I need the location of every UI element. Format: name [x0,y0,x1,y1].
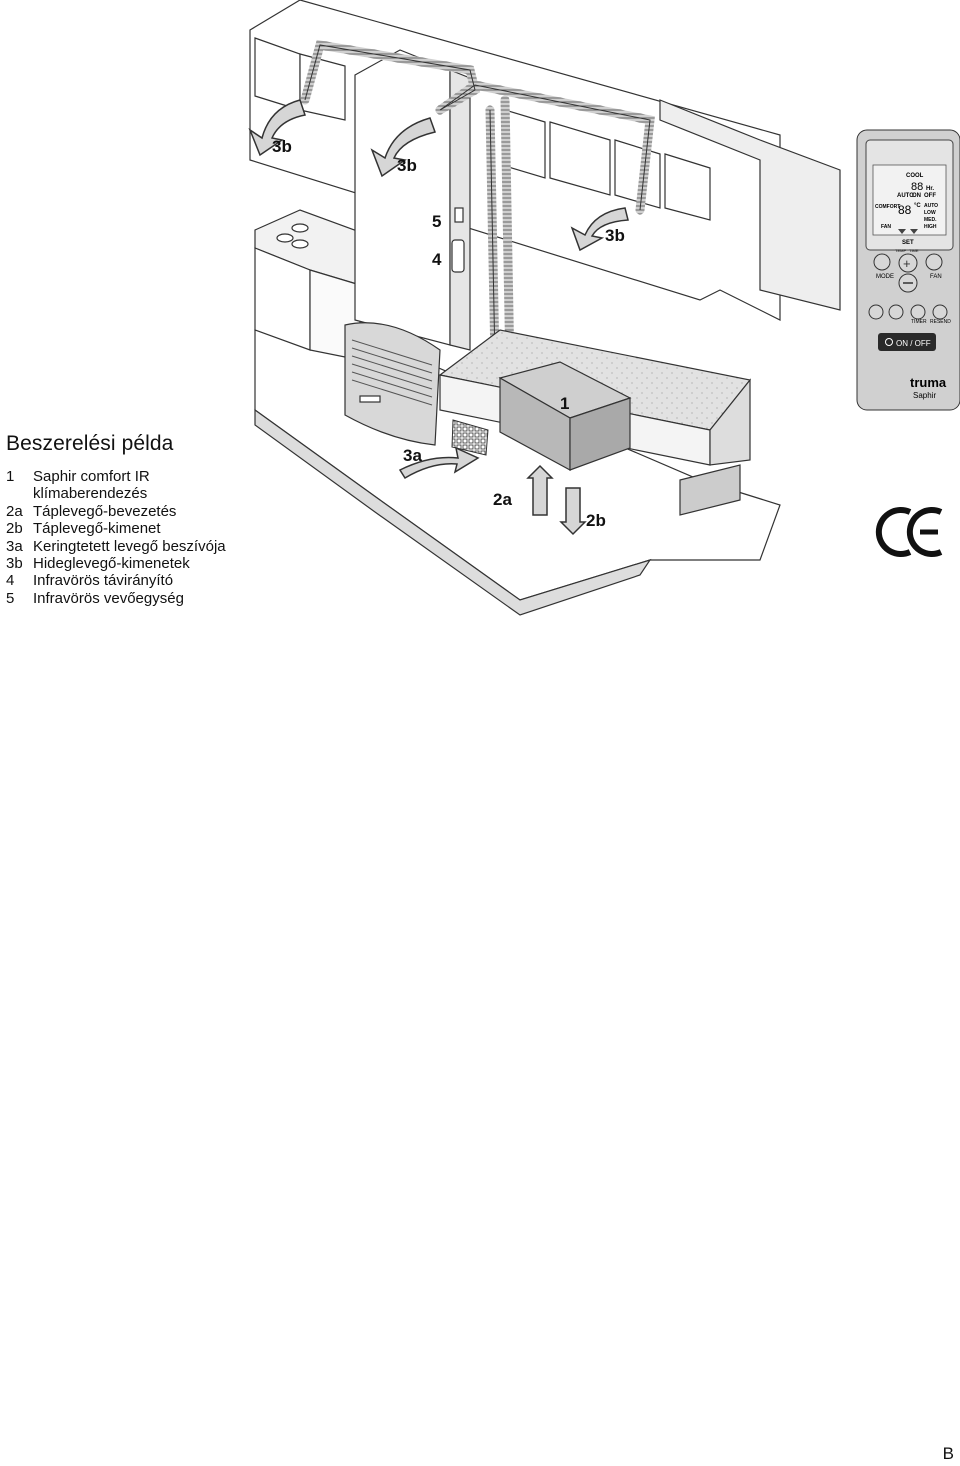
remote-fan-low: LOW [924,210,936,216]
callout-3b-3: 3b [605,226,625,245]
legend-item [6,572,256,589]
legend-number: 1 [6,468,15,485]
page-letter: B [942,1444,954,1463]
tall-cabinet [355,50,470,350]
remote-off: OFF [924,193,936,199]
legend-text: Táplevegő-kimenet [33,520,161,538]
remote-fan-auto: AUTO [924,203,939,209]
remote-hr: Hr. [926,186,935,192]
legend-number: 2a [6,502,23,520]
legend-number: 3a [6,537,23,555]
callout-2b: 2b [586,511,606,530]
legend-text: Saphir comfort IR klímaberendezés [33,468,150,503]
callout-3b-1: 3b [272,137,292,156]
fan-button[interactable] [926,254,942,270]
remote-cool: COOL [906,173,924,179]
receiver-unit [455,208,463,222]
round-button-2[interactable] [889,305,903,319]
legend-text: Keringtetett levegő beszívója [33,537,226,555]
remote-model: Saphir [913,391,937,400]
truma-logo: truma [910,375,947,390]
legend-text: Táplevegő-bevezetés [33,502,177,520]
callout-3b-2: 3b [397,156,417,175]
remote-digits-2: 88 [898,203,912,217]
remote-control [857,130,960,410]
remote-fan-btn-label: FAN [930,274,942,280]
plus-icon: + [903,256,911,271]
mode-button[interactable] [874,254,890,270]
legend-item [6,520,256,537]
legend-item [6,538,256,555]
caption [6,432,256,607]
round-button-1[interactable] [869,305,883,319]
remote-timer-label: TIMER [911,319,927,325]
remote-temp: TEMP [895,248,907,253]
remote-on: ON [912,193,921,199]
remote-resend-label: RESEND [930,319,951,325]
callout-2a: 2a [493,490,512,509]
remote-set: SET [902,240,914,246]
remote-fan-label: FAN [881,224,891,230]
page-title: Beszerelési példa [6,432,174,455]
legend-item [6,468,256,503]
legend-item [6,503,256,520]
remote-mode-label: MODE [876,274,894,280]
callout-4: 4 [432,250,442,269]
legend-list [6,468,256,607]
ce-mark-text: CE [0,0,2,1]
callout-3a: 3a [403,446,422,465]
remote-fan-med: MED. [924,217,937,223]
legend-item [6,555,256,572]
legend-number: 2b [6,520,23,538]
timer-button[interactable] [911,305,925,319]
remote-in-holder [452,240,464,272]
legend-text: Infravörös távirányító [33,572,174,590]
legend-item [6,590,256,607]
callout-5: 5 [432,212,442,231]
remote-celsius: °C [914,203,921,209]
remote-fan-high: HIGH [924,224,937,230]
legend-text: Hideglevegő-kimenetek [33,555,190,573]
remote-digits-1: 88 [911,181,924,193]
remote-time: TIME [909,248,919,253]
callout-1: 1 [560,394,570,413]
remote-on-off-label: ON / OFF [896,339,931,348]
legend-text: Infravörös vevőegység [33,589,184,607]
legend-number: 3b [6,555,23,573]
remote-auto: AUTO [897,193,914,199]
legend-number: 4 [6,572,15,590]
remote-comfort: COMFORT [875,204,901,210]
legend-number: 5 [6,589,15,607]
resend-button[interactable] [933,305,947,319]
